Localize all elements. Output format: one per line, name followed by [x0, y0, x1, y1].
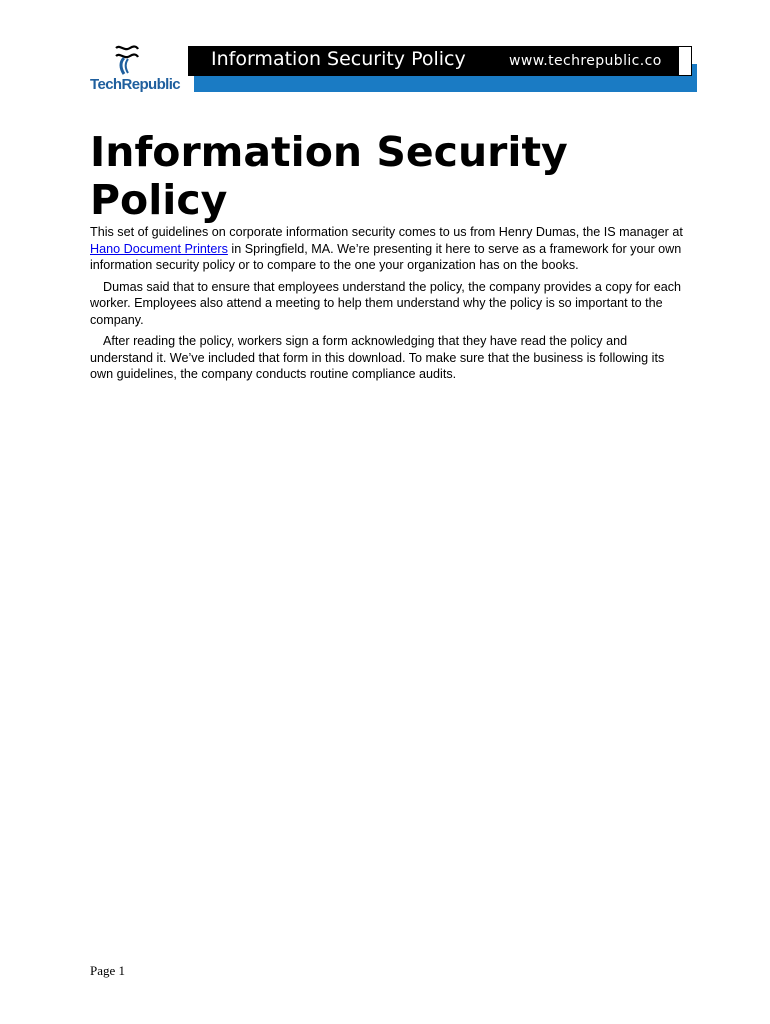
techrepublic-logo[interactable]: [90, 44, 188, 96]
second-paragraph: Dumas said that to ensure that employees understand the policy, the company provides a copy for each worker. Employees also attend a meeting to help them understand why the policy is so important to the company.: [90, 279, 682, 327]
banner-title: Information Security Policy: [211, 48, 466, 70]
header-banner: [188, 46, 692, 76]
intro-text-after-link: in Springfield, MA. We’re presenting it here to serve as a framework for your own information security policy or to compare to the one your organization has on the books.: [90, 241, 682, 272]
intro-paragraph: [90, 224, 690, 274]
banner-url[interactable]: www.techrepublic.co: [509, 53, 662, 69]
third-paragraph: After reading the policy, workers sign a form acknowledging that they have read the policy and understand it. We’ve included that form in this download. To make sure that the business is following its own guidelines, the company conducts routine compliance audits.: [90, 334, 665, 381]
page-number: Page 1: [90, 963, 126, 978]
banner-bar: [189, 47, 679, 75]
document-header: [0, 0, 770, 110]
document-body: [90, 224, 690, 388]
techrepublic-swirl-icon: [110, 44, 150, 76]
logo-wordmark: TechRepublic: [90, 76, 181, 93]
document-title: Information Security Policy: [90, 128, 568, 224]
hano-document-printers-link[interactable]: Hano Document Printers: [90, 241, 228, 256]
intro-text-before-link: This set of guidelines on corporate information security comes to us from Henry Dumas, the IS manager at: [90, 225, 683, 239]
